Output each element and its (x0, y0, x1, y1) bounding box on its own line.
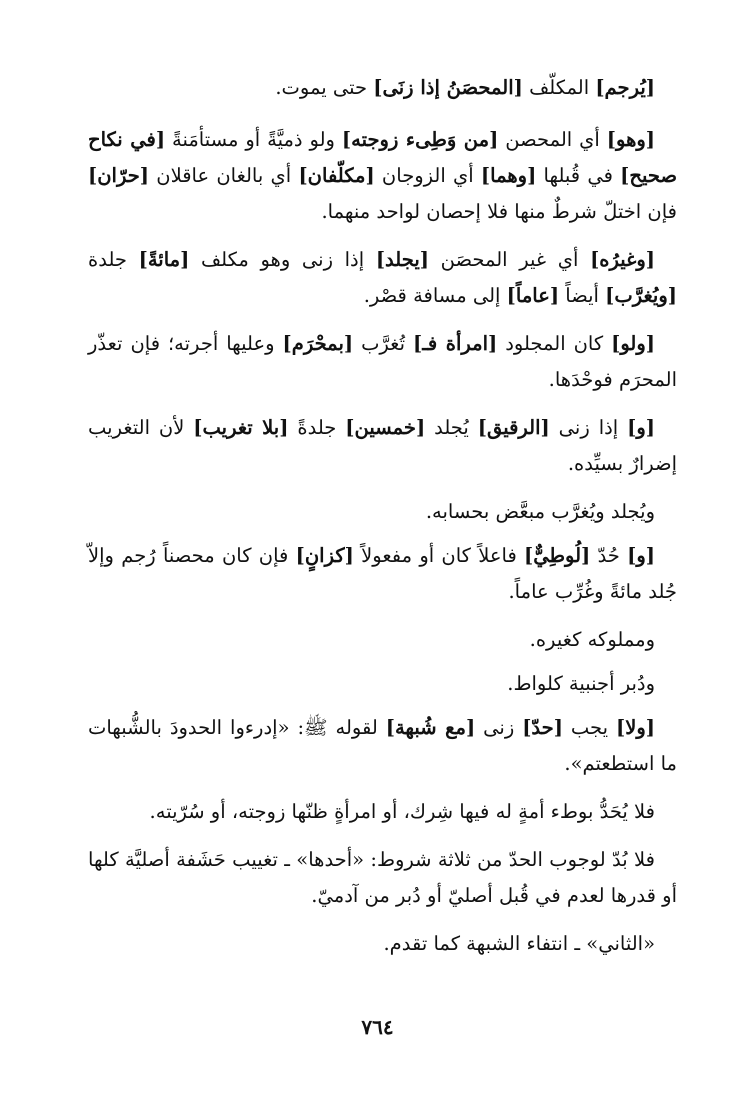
bold-term: [الرقيق] (477, 416, 550, 439)
bold-term: [كزانٍ] (295, 544, 354, 567)
text-run: فلا بُدّ لوجوب الحدّ من ثلاثة شروط: «أحدها» ـ تغييب حَشَفة أصليَّة كلها أو قدرها لعدم في قُبل أصليّ أو دُبر من آدميّ. (88, 848, 677, 907)
paragraph (88, 70, 677, 106)
text-run: جلدة (88, 248, 139, 271)
text-run: أي بالغان عاقلان (149, 164, 299, 187)
text-run: إذا زنى وهو مكلف (189, 248, 376, 271)
bold-term: [و] (627, 544, 655, 567)
bold-term: [بلا تغريب] (193, 416, 289, 439)
text-run: فإن كان محصناً رُجم وإلاّ جُلد مائةً وغُرِّب عاماً. (88, 544, 677, 603)
bold-term: [المحصَنُ إذا زنَى] (373, 76, 523, 99)
paragraph (88, 794, 677, 830)
text-run: «الثاني» ـ انتفاء الشبهة كما تقدم. (383, 932, 655, 955)
text-run: لأن التغريب إضرارٌ بسيِّده. (88, 416, 677, 475)
text-run: أي الزوجان (374, 164, 481, 187)
text-run: فلا يُحَدُّ بوطء أمةٍ له فيها شِرك، أو امرأةٍ ظنّها زوجته، أو سُرّيته. (149, 800, 655, 823)
text-run: ويُجلد ويُغرَّب مبعَّض بحسابه. (425, 500, 655, 523)
text-run: لقوله ﷺ: «إدرءوا الحدودَ بالشُّبهات ما استطعتم». (88, 716, 677, 775)
bold-term: [ولو] (611, 332, 655, 355)
paragraph (88, 242, 677, 314)
paragraph (88, 926, 677, 962)
text-run: ومملوكه كغيره. (529, 628, 655, 651)
bold-term: [لُوطِيٌّ] (524, 544, 591, 567)
text-run: المكلّف (522, 76, 596, 99)
text-run: إذا زنى (549, 416, 628, 439)
paragraph (88, 666, 677, 702)
paragraph (88, 842, 677, 914)
text-run: حُدّ (590, 544, 628, 567)
bold-term: [في نكاح صحيح] (88, 128, 677, 187)
text-run: إلى مسافة قصْر. (363, 284, 507, 307)
bold-term: [وهو] (606, 128, 655, 151)
bold-term: [يُرجم] (595, 76, 655, 99)
text-run: أي غير المحصَن (428, 248, 591, 271)
paragraph (88, 494, 677, 530)
bold-term: [خمسين] (345, 416, 426, 439)
paragraph (88, 710, 677, 782)
text-run: ودُبر أجنبية كلواط. (507, 672, 655, 695)
bold-term: [وهما] (480, 164, 537, 187)
paragraph (88, 326, 677, 398)
text-run: جلدةً (288, 416, 346, 439)
bold-term: [مائةً] (138, 248, 190, 271)
paragraph (88, 538, 677, 610)
bold-term: [حدّ] (522, 716, 563, 739)
bold-term: [ويُغرَّب] (605, 284, 677, 307)
bold-term: [يجلد] (375, 248, 429, 271)
text-run: زنى (475, 716, 523, 739)
bold-term: [حرّان] (88, 164, 150, 187)
text-run: فاعلاً كان أو مفعولاً (353, 544, 525, 567)
page-number: ٧٦٤ (361, 1015, 394, 1039)
text-run: حتى يموت. (275, 76, 374, 99)
bold-term: [مع شُبهة] (385, 716, 476, 739)
body-text (88, 70, 677, 970)
bold-term: [ولا] (616, 716, 655, 739)
bold-term: [و] (627, 416, 656, 439)
text-run: كان المجلود (497, 332, 612, 355)
bold-term: [من وَطِىء زوجته] (341, 128, 499, 151)
bold-term: [بمحْرَم] (282, 332, 354, 355)
paragraph (88, 410, 677, 482)
bold-term: [مكلّفان] (298, 164, 375, 187)
text-run: يُجلد (425, 416, 478, 439)
bold-term: [امرأة فـ] (412, 332, 498, 355)
bold-term: [وغيرُه] (590, 248, 655, 271)
bold-term: [عاماً] (506, 284, 560, 307)
text-run: وعليها أجرته؛ فإن تعذّر المحرَم فوحْدَها. (88, 332, 677, 391)
text-run: أيضاً (559, 284, 606, 307)
paragraph (88, 622, 677, 658)
text-run: ولو ذميَّةً أو مستأمَنةً (165, 128, 342, 151)
text-run: تُغرَّب (353, 332, 413, 355)
paragraph (88, 122, 677, 230)
text-run: أي المحصن (498, 128, 607, 151)
text-run: فإن اختلّ شرطٌ منها فلا إحصان لواحد منهما. (321, 200, 677, 223)
text-run: في قُبلها (536, 164, 621, 187)
text-run: يجب (562, 716, 616, 739)
